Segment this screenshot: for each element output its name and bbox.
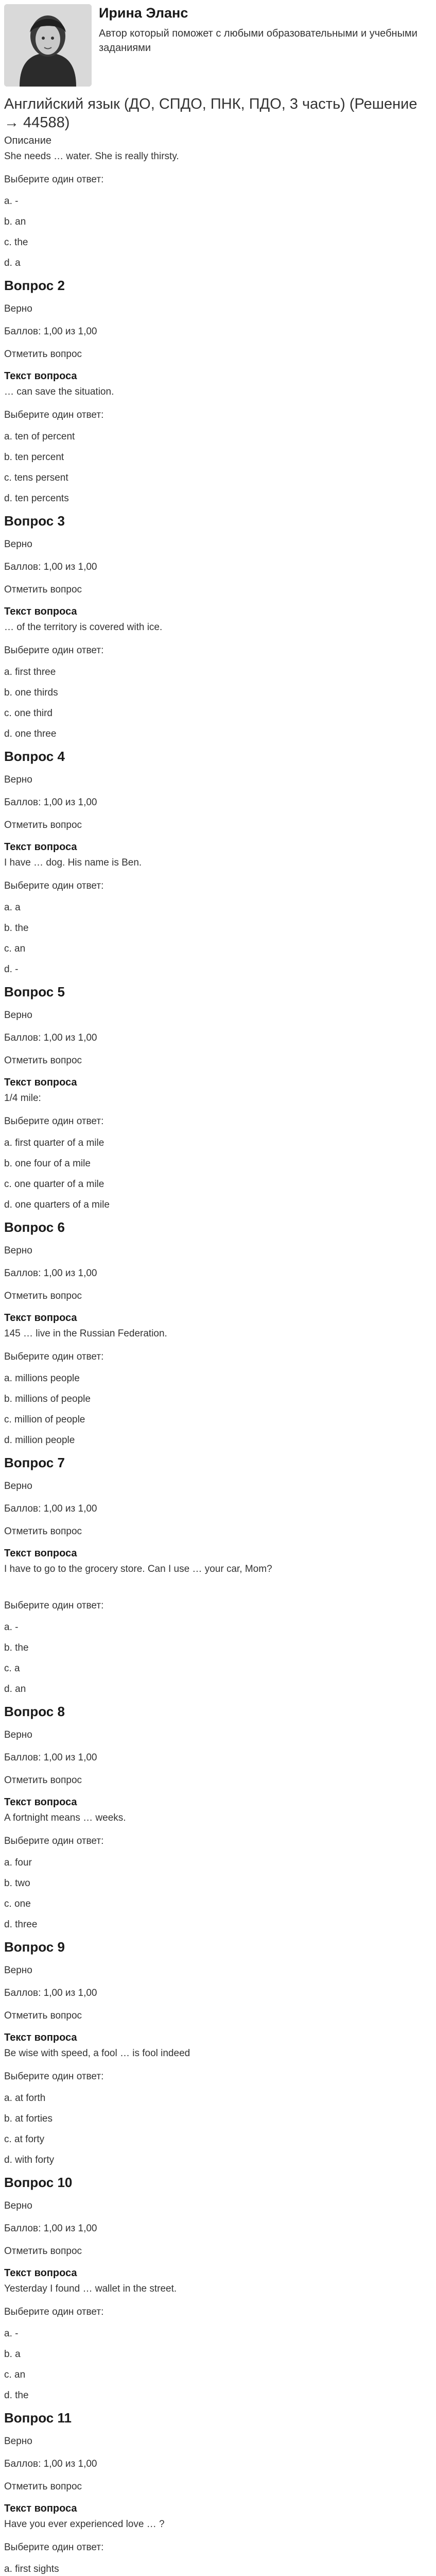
answer-option[interactable]: d. a: [4, 258, 21, 268]
document-title: Английский язык (ДО, СПДО, ПНК, ПДО, 3 часть) (Решение → 44588): [4, 96, 417, 131]
answer-option[interactable]: c. an: [4, 943, 26, 954]
answer-option[interactable]: a. four: [4, 1857, 32, 1868]
question-title: Вопрос 6: [4, 1219, 65, 1235]
question-text: A fortnight means … weeks.: [4, 1812, 126, 1823]
answer-option[interactable]: a. first three: [4, 667, 56, 677]
question-text: 1/4 mile:: [4, 1093, 41, 1104]
question-title: Вопрос 10: [4, 2175, 73, 2190]
answer-option[interactable]: b. a: [4, 2349, 21, 2360]
score-label: Баллов: 1,00 из 1,00: [4, 1752, 97, 1763]
status-correct: Верно: [4, 1245, 32, 1256]
answer-option[interactable]: c. million of people: [4, 1414, 85, 1425]
answer-option[interactable]: d. -: [4, 964, 19, 975]
answer-option[interactable]: c. tens persent: [4, 472, 68, 483]
answer-option[interactable]: b. one four of a mile: [4, 1158, 91, 1169]
flag-question-link[interactable]: Отметить вопрос: [4, 1526, 82, 1537]
question-title: Вопрос 4: [4, 749, 65, 764]
answer-option[interactable]: a. millions people: [4, 1373, 80, 1384]
question-1-text: She needs … water. She is really thirsty.: [4, 151, 179, 162]
answer-option[interactable]: d. an: [4, 1684, 26, 1694]
question-block: [4, 274, 431, 509]
question-block: [4, 980, 431, 1215]
status-correct: Верно: [4, 1010, 32, 1021]
question-text: Be wise with speed, a fool … is fool indeed: [4, 2048, 190, 2059]
flag-question-link[interactable]: Отметить вопрос: [4, 2246, 82, 2257]
answer-option[interactable]: d. ten percents: [4, 493, 69, 504]
flag-question-link[interactable]: Отметить вопрос: [4, 820, 82, 831]
question-text-heading: Текст вопроса: [4, 1312, 77, 1324]
answer-option[interactable]: a. -: [4, 2328, 19, 2339]
choose-label: Выберите один ответ:: [4, 2542, 104, 2553]
question-1-answers: [4, 191, 431, 274]
question-title: Вопрос 11: [4, 2410, 72, 2426]
question-title: Вопрос 5: [4, 984, 65, 999]
question-block: [4, 1700, 431, 1935]
score-label: Баллов: 1,00 из 1,00: [4, 2223, 97, 2234]
answer-option[interactable]: b. at forties: [4, 2113, 53, 2124]
status-correct: Верно: [4, 2200, 32, 2211]
answer-option[interactable]: c. one: [4, 1899, 31, 1909]
choose-label: Выберите один ответ:: [4, 1351, 104, 1362]
choose-label: Выберите один ответ:: [4, 410, 104, 420]
score-label: Баллов: 1,00 из 1,00: [4, 562, 97, 572]
question-block: [4, 1215, 431, 1451]
status-correct: Верно: [4, 1481, 32, 1492]
question-title: Вопрос 9: [4, 1939, 65, 1955]
question-text-heading: Текст вопроса: [4, 1548, 77, 1559]
answer-option[interactable]: a. at forth: [4, 2093, 46, 2104]
question-block: [4, 1935, 431, 2171]
choose-label: Выберите один ответ:: [4, 2071, 104, 2082]
question-text-heading: Текст вопроса: [4, 1797, 77, 1808]
answer-option[interactable]: c. the: [4, 237, 28, 248]
answer-option[interactable]: b. ten percent: [4, 452, 64, 463]
flag-question-link[interactable]: Отметить вопрос: [4, 1291, 82, 1301]
score-label: Баллов: 1,00 из 1,00: [4, 1032, 97, 1043]
question-text: … can save the situation.: [4, 386, 114, 397]
answer-option[interactable]: d. one three: [4, 728, 57, 739]
answer-option[interactable]: d. one quarters of a mile: [4, 1199, 110, 1210]
question-title: Вопрос 2: [4, 278, 65, 293]
question-block: [4, 1451, 431, 1700]
status-correct: Верно: [4, 539, 32, 550]
answer-option[interactable]: a. -: [4, 1622, 19, 1633]
answer-option[interactable]: b. the: [4, 923, 29, 934]
answer-option[interactable]: c. one quarter of a mile: [4, 1179, 104, 1190]
question-text: Yesterday I found … wallet in the street.: [4, 2283, 177, 2294]
flag-question-link[interactable]: Отметить вопрос: [4, 2010, 82, 2021]
question-title: Вопрос 3: [4, 513, 65, 529]
question-block: [4, 509, 431, 744]
question-text-heading: Текст вопроса: [4, 841, 77, 853]
question-text-heading: Текст вопроса: [4, 2267, 77, 2279]
status-correct: Верно: [4, 1730, 32, 1740]
flag-question-link[interactable]: Отметить вопрос: [4, 2481, 82, 2492]
question-text-heading: Текст вопроса: [4, 2503, 77, 2514]
score-label: Баллов: 1,00 из 1,00: [4, 1503, 97, 1514]
question-text-heading: Текст вопроса: [4, 606, 77, 617]
choose-label: Выберите один ответ:: [4, 645, 104, 656]
author-header: [4, 4, 431, 92]
author-name[interactable]: Ирина Эланс: [99, 5, 188, 21]
question-title: Вопрос 8: [4, 1704, 65, 1719]
answer-option[interactable]: c. one third: [4, 708, 53, 719]
answer-option[interactable]: b. an: [4, 216, 26, 227]
flag-question-link[interactable]: Отметить вопрос: [4, 1055, 82, 1066]
flag-question-link[interactable]: Отметить вопрос: [4, 349, 82, 360]
status-correct: Верно: [4, 2436, 32, 2447]
answer-option[interactable]: c. at forty: [4, 2134, 45, 2145]
question-block: [4, 2406, 431, 2576]
question-text-heading: Текст вопроса: [4, 1077, 77, 1088]
spacer: [4, 1581, 431, 1595]
choose-label: Выберите один ответ:: [4, 880, 104, 891]
question-text: I have … dog. His name is Ben.: [4, 857, 142, 868]
question-text: Have you ever experienced love … ?: [4, 2519, 165, 2530]
answer-option[interactable]: c. an: [4, 2369, 26, 2380]
flag-question-link[interactable]: Отметить вопрос: [4, 584, 82, 595]
score-label: Баллов: 1,00 из 1,00: [4, 1988, 97, 1998]
answer-option[interactable]: a. first quarter of a mile: [4, 1138, 104, 1148]
answer-option[interactable]: a. first sights: [4, 2564, 59, 2574]
status-correct: Верно: [4, 303, 32, 314]
answer-option[interactable]: b. two: [4, 1878, 30, 1889]
avatar-portrait-icon: [4, 4, 92, 87]
status-correct: Верно: [4, 1965, 32, 1976]
status-correct: Верно: [4, 774, 32, 785]
answer-option[interactable]: c. a: [4, 1663, 20, 1674]
avatar[interactable]: [4, 4, 92, 87]
question-title: Вопрос 7: [4, 1455, 65, 1470]
question-text-heading: Текст вопроса: [4, 370, 77, 382]
question-block: [4, 2171, 431, 2406]
author-description: Автор который поможет с любыми образовательными и учебными заданиями: [99, 28, 417, 54]
answer-option[interactable]: b. one thirds: [4, 687, 58, 698]
score-label: Баллов: 1,00 из 1,00: [4, 797, 97, 808]
choose-label: Выберите один ответ:: [4, 1600, 104, 1611]
answer-option[interactable]: a. a: [4, 902, 21, 913]
choose-label: Выберите один ответ:: [4, 1836, 104, 1846]
answer-option[interactable]: b. the: [4, 1642, 29, 1653]
question-text: 145 … live in the Russian Federation.: [4, 1328, 167, 1339]
choose-label: Выберите один ответ:: [4, 1116, 104, 1127]
answer-option[interactable]: d. the: [4, 2390, 29, 2401]
question-text: I have to go to the grocery store. Can I use … your car, Mom?: [4, 1564, 272, 1574]
choose-label: Выберите один ответ:: [4, 174, 104, 185]
answer-option[interactable]: b. millions of people: [4, 1394, 91, 1404]
score-label: Баллов: 1,00 из 1,00: [4, 326, 97, 337]
question-block: [4, 744, 431, 980]
choose-label: Выберите один ответ:: [4, 2307, 104, 2317]
score-label: Баллов: 1,00 из 1,00: [4, 2459, 97, 2469]
questions-list: [4, 274, 431, 2576]
question-text-heading: Текст вопроса: [4, 2032, 77, 2043]
answer-option[interactable]: d. with forty: [4, 2155, 55, 2165]
answer-option[interactable]: d. three: [4, 1919, 38, 1930]
answer-option[interactable]: a. -: [4, 196, 19, 207]
answer-option[interactable]: d. million people: [4, 1435, 75, 1446]
answer-option[interactable]: a. ten of percent: [4, 431, 75, 442]
score-label: Баллов: 1,00 из 1,00: [4, 1268, 97, 1279]
description-label: Описание: [4, 135, 52, 146]
question-text: … of the territory is covered with ice.: [4, 622, 163, 633]
flag-question-link[interactable]: Отметить вопрос: [4, 1775, 82, 1786]
